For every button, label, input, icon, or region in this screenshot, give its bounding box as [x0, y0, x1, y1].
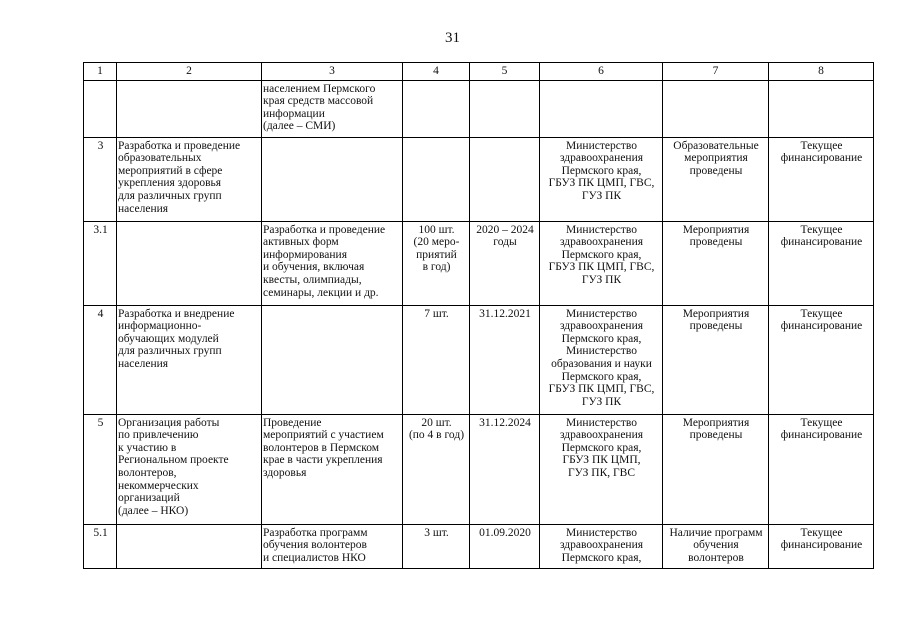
- deadline-cell: 31.12.2024: [470, 414, 540, 524]
- result-cell: Образовательные мероприятия проведены: [663, 137, 769, 221]
- activity-cell: [117, 221, 262, 305]
- row-number-cell: 4: [84, 305, 117, 414]
- column-header: 3: [262, 63, 403, 81]
- row-number-cell: 5: [84, 414, 117, 524]
- table-row: [84, 221, 874, 305]
- deadline-cell: [470, 137, 540, 221]
- column-header: 6: [540, 63, 663, 81]
- financing-cell: Текущее финансирование: [769, 414, 874, 524]
- column-header: 4: [403, 63, 470, 81]
- financing-cell: Текущее финансирование: [769, 305, 874, 414]
- activity-cell: [117, 524, 262, 568]
- executor-cell: Министерство здравоохранения Пермского края, ГБУЗ ПК ЦМП, ГВС, ГУЗ ПК: [540, 221, 663, 305]
- sub-activity-cell: [262, 137, 403, 221]
- table-row: [84, 414, 874, 524]
- table-row: [84, 524, 874, 568]
- activity-cell: Организация работы по привлечению к участию в Региональном проекте волонтеров, некоммерческих организаций (далее – НКО): [117, 414, 262, 524]
- activity-cell: Разработка и внедрение информационно- обучающих модулей для различных групп населения: [117, 305, 262, 414]
- sub-activity-cell: населением Пермского края средств массовой информации (далее – СМИ): [262, 80, 403, 137]
- activity-cell: [117, 80, 262, 137]
- volume-cell: [403, 137, 470, 221]
- row-number-cell: [84, 80, 117, 137]
- result-cell: [663, 80, 769, 137]
- column-header: 2: [117, 63, 262, 81]
- sub-activity-cell: [262, 305, 403, 414]
- financing-cell: [769, 80, 874, 137]
- volume-cell: [403, 80, 470, 137]
- column-header: 8: [769, 63, 874, 81]
- table-row: [84, 305, 874, 414]
- row-number-cell: 3.1: [84, 221, 117, 305]
- deadline-cell: 31.12.2021: [470, 305, 540, 414]
- sub-activity-cell: Проведение мероприятий с участием волонтеров в Пермском крае в части укрепления здоровья: [262, 414, 403, 524]
- table-row: [84, 137, 874, 221]
- deadline-cell: 01.09.2020: [470, 524, 540, 568]
- sub-activity-cell: Разработка программ обучения волонтеров и специалистов НКО: [262, 524, 403, 568]
- deadline-cell: 2020 – 2024 годы: [470, 221, 540, 305]
- result-cell: Мероприятия проведены: [663, 305, 769, 414]
- deadline-cell: [470, 80, 540, 137]
- sub-activity-cell: Разработка и проведение активных форм информирования и обучения, включая квесты, олимпиады, семинары, лекции и др.: [262, 221, 403, 305]
- executor-cell: Министерство здравоохранения Пермского края,: [540, 524, 663, 568]
- executor-cell: Министерство здравоохранения Пермского края, Министерство образования и науки Пермского края, ГБУЗ ПК ЦМП, ГВС, ГУЗ ПК: [540, 305, 663, 414]
- executor-cell: Министерство здравоохранения Пермского края, ГБУЗ ПК ЦМП, ГУЗ ПК, ГВС: [540, 414, 663, 524]
- column-header: 7: [663, 63, 769, 81]
- row-number-cell: 3: [84, 137, 117, 221]
- financing-cell: Текущее финансирование: [769, 524, 874, 568]
- financing-cell: Текущее финансирование: [769, 137, 874, 221]
- executor-cell: [540, 80, 663, 137]
- result-cell: Мероприятия проведены: [663, 414, 769, 524]
- column-header: 1: [84, 63, 117, 81]
- row-number-cell: 5.1: [84, 524, 117, 568]
- volume-cell: 100 шт. (20 меро- приятий в год): [403, 221, 470, 305]
- table-header-row: [84, 63, 874, 81]
- result-cell: Наличие программ обучения волонтеров: [663, 524, 769, 568]
- volume-cell: 7 шт.: [403, 305, 470, 414]
- column-header: 5: [470, 63, 540, 81]
- activity-cell: Разработка и проведение образовательных мероприятий в сфере укрепления здоровья для различных групп населения: [117, 137, 262, 221]
- table-row: [84, 80, 874, 137]
- result-cell: Мероприятия проведены: [663, 221, 769, 305]
- financing-cell: Текущее финансирование: [769, 221, 874, 305]
- volume-cell: 3 шт.: [403, 524, 470, 568]
- volume-cell: 20 шт. (по 4 в год): [403, 414, 470, 524]
- activities-table: [83, 62, 874, 569]
- executor-cell: Министерство здравоохранения Пермского края, ГБУЗ ПК ЦМП, ГВС, ГУЗ ПК: [540, 137, 663, 221]
- page-number: 31: [445, 30, 460, 46]
